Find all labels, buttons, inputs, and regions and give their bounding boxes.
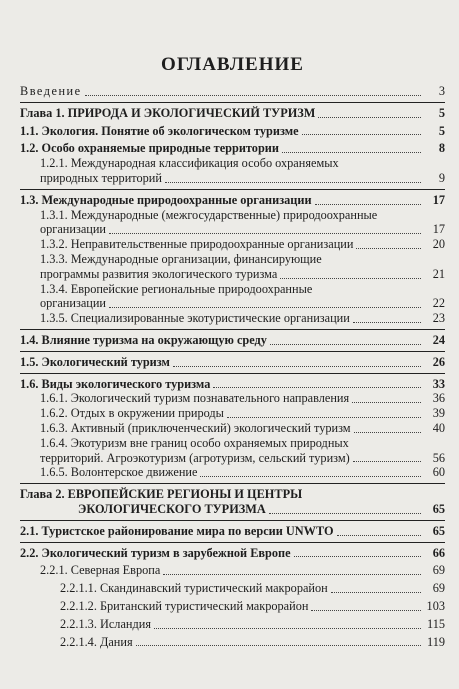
- toc-label: 1.6.1. Экологический туризм познавательного направления: [40, 391, 350, 406]
- toc-page-number: 3: [438, 84, 445, 98]
- table-of-contents: [20, 84, 445, 649]
- toc-label: 1.2. Особо охраняемые природные территории: [20, 141, 279, 156]
- toc-page-number: 65: [432, 501, 445, 516]
- dot-leader: [85, 95, 421, 96]
- divider: [20, 483, 445, 484]
- dot-leader: [200, 476, 421, 477]
- toc-page-number: 39: [432, 406, 445, 421]
- toc-label-line1: 1.6.4. Экотуризм вне границ особо охраняемых природных: [40, 435, 349, 450]
- dot-leader: [353, 322, 421, 323]
- toc-entry-1-3-5: [20, 311, 445, 326]
- page-title: ОГЛАВЛЕНИЕ: [161, 54, 304, 75]
- toc-label: 1.3.2. Неправительственные природоохранные организации: [40, 237, 354, 252]
- dot-leader: [109, 307, 421, 308]
- toc-label: 1.3. Международные природоохранные организации: [20, 192, 312, 207]
- toc-entry-chapter-1: [20, 106, 445, 121]
- toc-page-number: 119: [427, 634, 445, 649]
- dot-leader: [315, 204, 421, 205]
- toc-entry-1-6-3: [20, 421, 445, 436]
- dot-leader: [282, 152, 421, 153]
- divider: [20, 102, 445, 103]
- toc-label: 1.6.5. Волонтерское движение: [40, 465, 198, 480]
- toc-entry-1-3-4: [20, 282, 445, 312]
- toc-entry-1-6: [20, 377, 445, 392]
- dot-leader: [173, 366, 421, 367]
- toc-page-number: 60: [432, 465, 445, 480]
- dot-leader: [331, 592, 421, 593]
- dot-leader: [353, 461, 421, 462]
- toc-entry-1-6-4: [20, 436, 445, 466]
- toc-entry-1-3-1: [20, 208, 445, 238]
- dot-leader: [227, 417, 421, 418]
- toc-page-number: 40: [432, 420, 445, 435]
- dot-leader: [269, 513, 421, 514]
- toc-label: 2.2.1. Северная Европа: [40, 563, 161, 578]
- toc-label-line1: Глава 2. ЕВРОПЕЙСКИЕ РЕГИОНЫ И ЦЕНТРЫ: [20, 487, 303, 502]
- toc-entry-1-6-2: [20, 406, 445, 421]
- toc-entry-intro: [20, 84, 445, 99]
- toc-label-line2: ЭКОЛОГИЧЕСКОГО ТУРИЗМА: [78, 501, 266, 516]
- toc-entry-1-6-1: [20, 391, 445, 406]
- toc-label-line2: программы развития экологического туризма: [40, 266, 278, 281]
- toc-entry-1-4: [20, 333, 445, 348]
- toc-entry-1-5: [20, 355, 445, 370]
- divider: [20, 189, 445, 190]
- toc-label-line2: организации: [40, 222, 107, 237]
- divider: [20, 329, 445, 330]
- toc-entry-1-3-3: [20, 252, 445, 282]
- dot-leader: [280, 278, 421, 279]
- dot-leader: [311, 610, 421, 611]
- dot-leader: [109, 233, 421, 234]
- toc-entry-2-2-1-3: [20, 617, 445, 632]
- toc-entry-2-2: [20, 546, 445, 561]
- toc-page-number: 24: [432, 332, 445, 347]
- toc-entry-1-3-2: [20, 237, 445, 252]
- dot-leader: [354, 432, 421, 433]
- dot-leader: [165, 182, 421, 183]
- toc-page-number: 21: [432, 266, 445, 281]
- toc-page-number: 33: [432, 376, 445, 391]
- toc-page-number: 26: [432, 354, 445, 369]
- toc-label: 2.2.1.4. Дания: [60, 634, 133, 649]
- toc-page-number: 17: [432, 222, 445, 237]
- dot-leader: [213, 387, 421, 388]
- toc-label: 2.2.1.2. Британский туристический макрорайон: [60, 598, 309, 613]
- dot-leader: [337, 535, 421, 536]
- toc-page-number: 36: [432, 391, 445, 406]
- toc-page-number: 9: [438, 170, 445, 185]
- dot-leader: [294, 556, 421, 557]
- toc-label: 1.4. Влияние туризма на окружающую среду: [20, 332, 267, 347]
- toc-page-number: 115: [427, 616, 445, 631]
- toc-entry-1-2: [20, 141, 445, 156]
- toc-label: 1.3.5. Специализированные экотуристические организации: [40, 311, 350, 326]
- toc-page-number: 5: [438, 123, 445, 138]
- toc-entry-2-1: [20, 524, 445, 539]
- toc-page-number: 66: [432, 545, 445, 560]
- toc-label-line1: 1.3.1. Международные (межгосударственные) природоохранные: [40, 207, 378, 222]
- toc-page-number: 20: [432, 237, 445, 252]
- divider: [20, 373, 445, 374]
- dot-leader: [136, 645, 421, 646]
- toc-page-number: 65: [432, 523, 445, 538]
- toc-label-line1: 1.3.4. Европейские региональные природоохранные: [40, 281, 313, 296]
- dot-leader: [356, 248, 421, 249]
- dot-leader: [163, 574, 421, 575]
- toc-page-number: 69: [432, 563, 445, 578]
- divider: [20, 351, 445, 352]
- toc-entry-2-2-1: [20, 563, 445, 578]
- toc-label: 1.6.2. Отдых в окружении природы: [40, 406, 224, 421]
- toc-label-line2: организации: [40, 296, 107, 311]
- toc-page-number: 103: [426, 598, 445, 613]
- dot-leader: [318, 117, 421, 118]
- toc-label: 1.6. Виды экологического туризма: [20, 376, 211, 391]
- toc-page-number: 69: [432, 581, 445, 596]
- divider: [20, 542, 445, 543]
- toc-label: 2.2. Экологический туризм в зарубежной Европе: [20, 545, 291, 560]
- toc-page-number: 56: [432, 450, 445, 465]
- toc-label: Глава 1. ПРИРОДА И ЭКОЛОГИЧЕСКИЙ ТУРИЗМ: [20, 105, 316, 120]
- toc-label-line1: 1.2.1. Международная классификация особо охраняемых: [40, 156, 339, 171]
- toc-page-number: 5: [438, 105, 445, 120]
- toc-entry-1-3: [20, 193, 445, 208]
- toc-entry-1-6-5: [20, 465, 445, 480]
- toc-label: 2.2.1.3. Исландия: [60, 616, 151, 631]
- dot-leader: [270, 344, 421, 345]
- dot-leader: [302, 134, 421, 135]
- toc-label: Введение: [20, 84, 82, 98]
- dot-leader: [154, 628, 421, 629]
- toc-entry-2-2-1-4: [20, 635, 445, 650]
- toc-entry-chapter-2: [20, 487, 445, 517]
- toc-entry-2-2-1-2: [20, 599, 445, 614]
- dot-leader: [352, 402, 421, 403]
- toc-page-number: 22: [432, 296, 445, 311]
- toc-label-line1: 1.3.3. Международные организации, финансирующие: [40, 251, 322, 266]
- toc-label: 2.1. Туристское районирование мира по версии UNWTO: [20, 523, 334, 538]
- toc-label-line2: территорий. Агроэкотуризм (агротуризм, сельский туризм): [40, 450, 350, 465]
- toc-label: 2.2.1.1. Скандинавский туристический макрорайон: [60, 581, 328, 596]
- divider: [20, 520, 445, 521]
- toc-page-number: 23: [432, 311, 445, 326]
- toc-label: 1.6.3. Активный (приключенческий) экологический туризм: [40, 420, 351, 435]
- toc-entry-1-1: [20, 124, 445, 139]
- toc-entry-2-2-1-1: [20, 581, 445, 596]
- toc-label: 1.1. Экология. Понятие об экологическом туризме: [20, 123, 299, 138]
- toc-label-line2: природных территорий: [40, 170, 162, 185]
- toc-label: 1.5. Экологический туризм: [20, 354, 170, 369]
- toc-page-number: 17: [432, 192, 445, 207]
- toc-page-number: 8: [438, 141, 445, 156]
- toc-entry-1-2-1: [20, 156, 445, 186]
